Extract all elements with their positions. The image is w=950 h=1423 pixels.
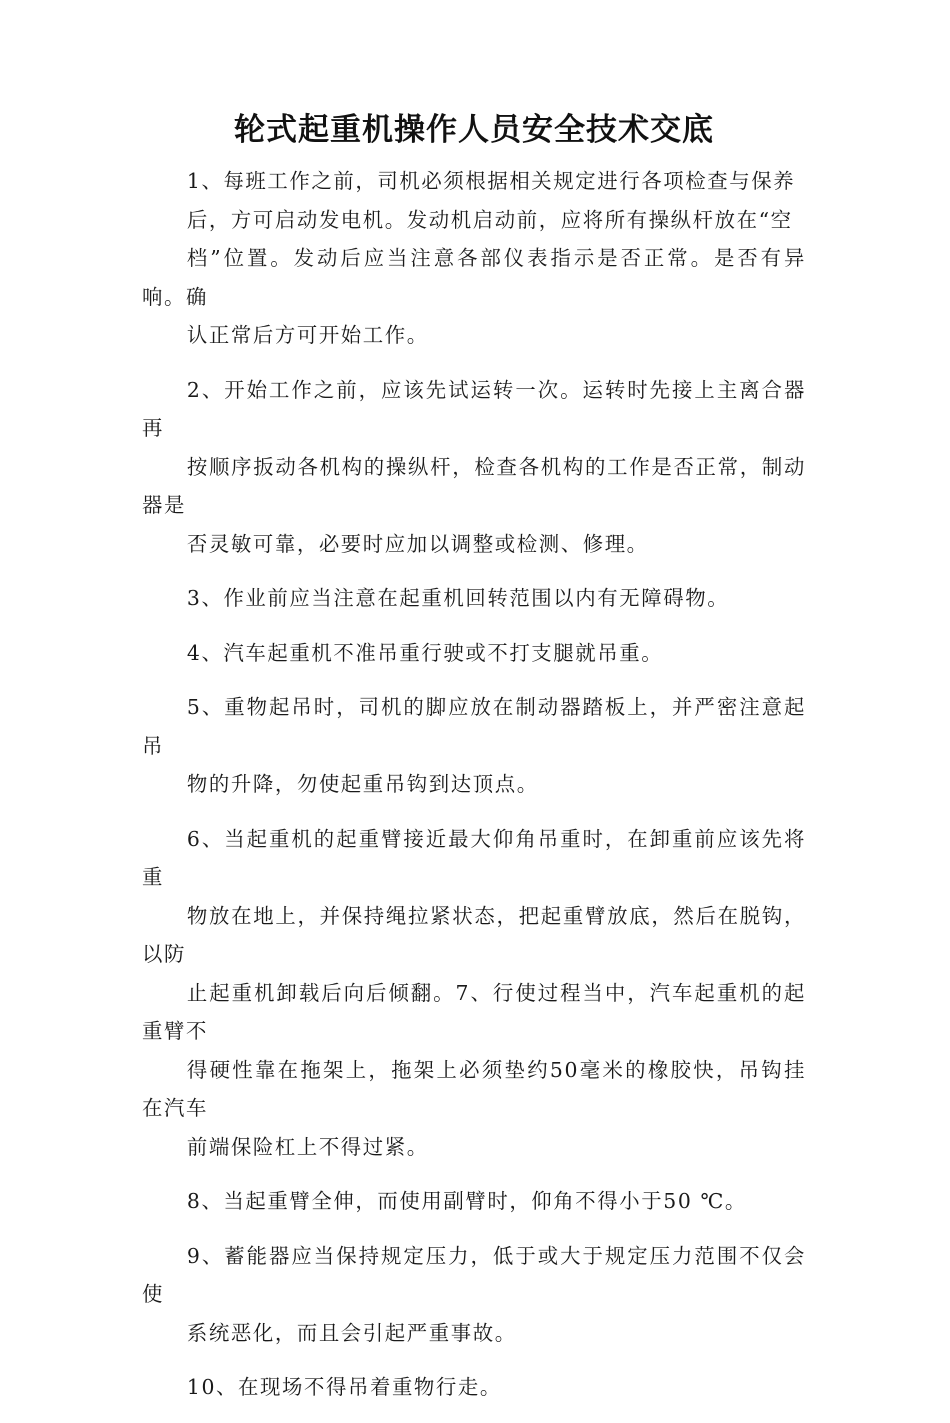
paragraph [142,1182,806,1221]
paragraph-line: 物放在地上，并保持绳拉紧状态，把起重臂放底，然后在脱钩，以防 [142,903,806,966]
document-title: 轮式起重机操作人员安全技术交底 [234,112,714,148]
paragraph-line: 档”位置。发动后应当注意各部仪表指示是否正常。是否有异响。确 [142,246,806,309]
paragraph-line: 6、当起重机的起重臂接近最大仰角吊重时，在卸重前应该先将重 [142,826,806,889]
paragraph-line: 前端保险杠上不得过紧。 [186,1134,429,1159]
paragraph [142,1237,806,1353]
document-body [142,162,806,1407]
paragraph-line: 9、蓄能器应当保持规定压力，低于或大于规定压力范围不仅会使 [142,1243,806,1306]
paragraph-line: 按顺序扳动各机构的操纵杆，检查各机构的工作是否正常，制动器是 [142,454,806,517]
paragraph [142,371,806,564]
paragraph-line: 3、作业前应当注意在起重机回转范围以内有无障碍物。 [186,586,730,610]
paragraph-line: 系统恶化，而且会引起严重事故。 [186,1320,517,1345]
paragraph-line: 5、重物起吊时，司机的脚应放在制动器踏板上，并严密注意起吊 [142,695,806,758]
paragraph-line: 后，方可启动发电机。发动机启动前，应将所有操纵杆放在“空 [186,207,793,232]
paragraph [142,634,806,673]
paragraph-line: 否灵敏可靠，必要时应加以调整或检测、修理。 [186,531,649,556]
paragraph [142,688,806,804]
paragraph-line: 止起重机卸载后向后倾翻。7、行使过程当中，汽车起重机的起重臂不 [142,980,806,1043]
paragraph-line: 认正常后方可开始工作。 [186,323,429,347]
paragraph [142,579,806,618]
paragraph-line: 1、每班工作之前，司机必须根据相关规定进行各项检查与保养 [186,169,796,193]
paragraph [142,1368,806,1407]
paragraph [142,820,806,1167]
paragraph-line: 10、在现场不得吊着重物行走。 [186,1375,502,1399]
paragraph-line: 8、当起重臂全伸，而使用副臂时，仰角不得小于50 ℃。 [186,1189,747,1213]
paragraph-line: 得硬性靠在拖架上，拖架上必须垫约50毫米的橡胶快，吊钩挂在汽车 [142,1057,806,1120]
paragraph-line: 物的升降，勿使起重吊钩到达顶点。 [186,772,539,796]
document-page [142,108,806,1423]
paragraph [142,162,806,355]
paragraph-line: 2、开始工作之前，应该先试运转一次。运转时先接上主离合器再 [142,377,806,440]
paragraph-line: 4、汽车起重机不准吊重行驶或不打支腿就吊重。 [186,640,664,665]
